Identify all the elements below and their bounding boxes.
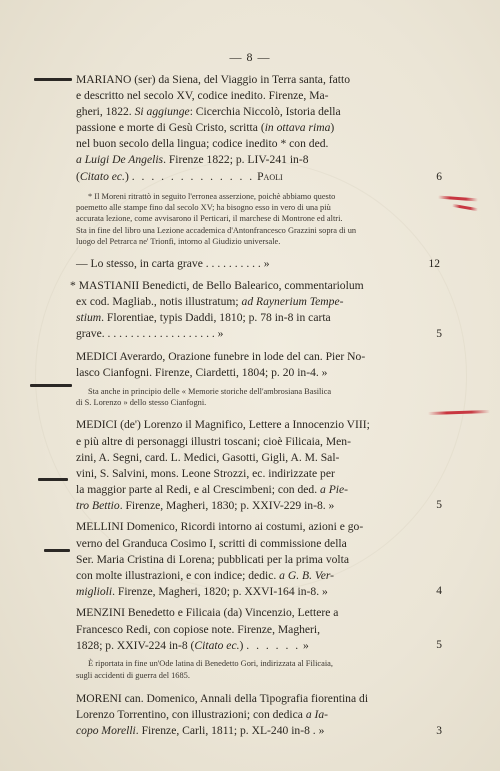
entry-line: * MASTIANII Benedicti, de Bello Balearico, commentariolum bbox=[70, 279, 364, 293]
note-line: È riportata in fine un'Ode latina di Benedetto Gori, indirizzata al Filicaia, bbox=[88, 659, 333, 669]
catalog-entries bbox=[0, 72, 500, 740]
entry-line: lasco Cianfogni. Firenze, Ciardetti, 1804; p. 20 in-4. » bbox=[76, 366, 328, 380]
entry-line: MEDICI Averardo, Orazione funebre in lode del can. Pier No- bbox=[76, 350, 366, 364]
entry-line bbox=[76, 568, 404, 584]
entry-line: — Lo stesso, in carta grave . . . . . . . . . . » bbox=[76, 257, 270, 271]
catalog-entry bbox=[76, 605, 442, 654]
entry-note bbox=[76, 386, 408, 408]
entry-line bbox=[76, 152, 404, 168]
entry-note bbox=[76, 658, 408, 680]
entry-line: MORENI can. Domenico, Annali della Tipografia fiorentina di bbox=[76, 691, 369, 705]
entry-line-text: con molte illustrazioni, e con indice; dedic. a G. B. Ver- bbox=[76, 568, 334, 582]
entry-line: grave. . . . . . . . . . . . . . . . . . . . » bbox=[76, 327, 224, 341]
entry-line-text: a Luigi De Angelis. Firenze 1822; p. LIV-241 in-8 bbox=[76, 153, 309, 167]
catalog-entry bbox=[76, 691, 442, 740]
entry-line: Ser. Maria Cristina di Lorena; pubblicati per la prima volta bbox=[76, 552, 350, 566]
note-line: Sta in fine del libro una Lezione accademica d'Antonfrancesco Grazzini sopra di un bbox=[76, 225, 357, 235]
entry-line-text: copo Morelli. Firenze, Carli, 1811; p. XL-240 in-8 . » bbox=[76, 724, 325, 738]
entry-line-text: passione e morte di Gesù Cristo, scritta (in ottava rima) bbox=[76, 121, 335, 135]
entry-price: 5 bbox=[436, 639, 442, 652]
entry-price: 5 bbox=[436, 328, 442, 341]
entry-line-text: ex cod. Magliab., notis illustratum; ad Raynerium Tempe- bbox=[76, 295, 344, 309]
entry-line bbox=[76, 638, 404, 654]
note-line: di S. Lorenzo » dello stesso Cianfogni. bbox=[76, 398, 207, 408]
entry-line: MEDICI (de') Lorenzo il Magnifico, Lettere a Innocenzio VIII; bbox=[76, 418, 370, 432]
entry-line bbox=[76, 498, 404, 514]
entry-line-text: la maggior parte al Redi, e al Crescimbeni; con ded. a Pie- bbox=[76, 482, 349, 496]
entry-line-text: Lorenzo Torrentino, con illustrazioni; con dedica a Ia- bbox=[76, 707, 329, 721]
entry-line: MELLINI Domenico, Ricordi intorno ai costumi, azioni e go- bbox=[76, 520, 364, 534]
catalog-entry bbox=[76, 349, 404, 382]
entry-price: 12 bbox=[428, 258, 440, 271]
entry-price: 4 bbox=[436, 585, 442, 598]
catalog-entry bbox=[70, 278, 442, 344]
catalog-entry bbox=[76, 72, 442, 185]
entry-line: nel buon secolo della lingua; codice inedito * con ded. bbox=[76, 137, 329, 151]
entry-line: e più altre di personaggi illustri toscani; cioè Filicaia, Men- bbox=[76, 434, 351, 448]
entry-line: Francesco Redi, con copiose note. Firenze, Magheri, bbox=[76, 622, 321, 636]
entry-line bbox=[76, 169, 404, 185]
note-line: luogo del Petrarca ne' Trionfi, intorno al Giudizio universale. bbox=[76, 236, 281, 246]
note-line: sugli accidenti di guerra del 1685. bbox=[76, 670, 190, 680]
page-number: — 8 — bbox=[229, 50, 271, 64]
entry-price: 5 bbox=[436, 499, 442, 512]
entry-line bbox=[76, 482, 404, 498]
entry-line: MENZINI Benedetto e Filicaia (da) Vincenzio, Lettere a bbox=[76, 606, 339, 620]
catalog-entry bbox=[76, 519, 442, 600]
entry-line-text: (Citato ec.) . . . . . . . . . . . . . Paoli bbox=[76, 169, 283, 183]
entry-line bbox=[76, 584, 404, 600]
entry-price: 6 bbox=[436, 171, 442, 183]
catalog-entry bbox=[76, 256, 440, 274]
entry-line: zini, A. Segni, card. L. Medici, Gasotti, Gigli, A. M. Sal- bbox=[76, 450, 340, 464]
entry-line bbox=[76, 120, 404, 136]
entry-line-text: stium. Florentiae, typis Daddi, 1810; p. 78 in-8 in carta bbox=[76, 311, 331, 325]
entry-line-text: tro Bettio. Firenze, Magheri, 1830; p. XXIV-229 in-8. » bbox=[76, 498, 335, 512]
note-line: accurata lezione, come avvisarono il Perticari, il marchese di Montrone ed altri. bbox=[76, 214, 343, 224]
entry-note bbox=[76, 191, 408, 247]
entry-line-text: miglioli. Firenze, Magheri, 1820; p. XXVI-164 in-8. » bbox=[76, 584, 328, 598]
entry-line bbox=[76, 723, 404, 739]
entry-line bbox=[76, 707, 404, 723]
note-line: * Il Moreni ritrattò in seguito l'erronea asserzione, poichè abbiamo questo bbox=[88, 192, 336, 201]
entry-line bbox=[76, 310, 404, 326]
catalog-entry bbox=[76, 417, 442, 514]
entry-line: e descritto nel secolo XV, codice inedito. Firenze, Ma- bbox=[76, 89, 329, 103]
entry-line: MARIANO (ser) da Siena, del Viaggio in Terra santa, fatto bbox=[76, 73, 350, 86]
entry-line: vini, S. Salvini, mons. Leone Strozzi, ec. indirizzate per bbox=[76, 466, 335, 480]
entry-line bbox=[76, 104, 404, 120]
entry-line: verno del Granduca Cosimo I, scritti di commissione della bbox=[76, 536, 347, 550]
entry-price: 3 bbox=[436, 724, 442, 737]
entry-line-text: gheri, 1822. Si aggiunge: Cicerchia Niccolò, Istoria della bbox=[76, 105, 341, 119]
note-line: poemetto alle stampe fino dal secolo XV; ha bisogno esso in vero di una più bbox=[76, 203, 331, 213]
entry-line-text: 1828; p. XXIV-224 in-8 (Citato ec.) . . . . . . » bbox=[76, 638, 309, 652]
entry-line bbox=[76, 294, 404, 310]
note-line: Sta anche in principio delle « Memorie storiche dell'ambrosiana Basilica bbox=[88, 387, 332, 397]
